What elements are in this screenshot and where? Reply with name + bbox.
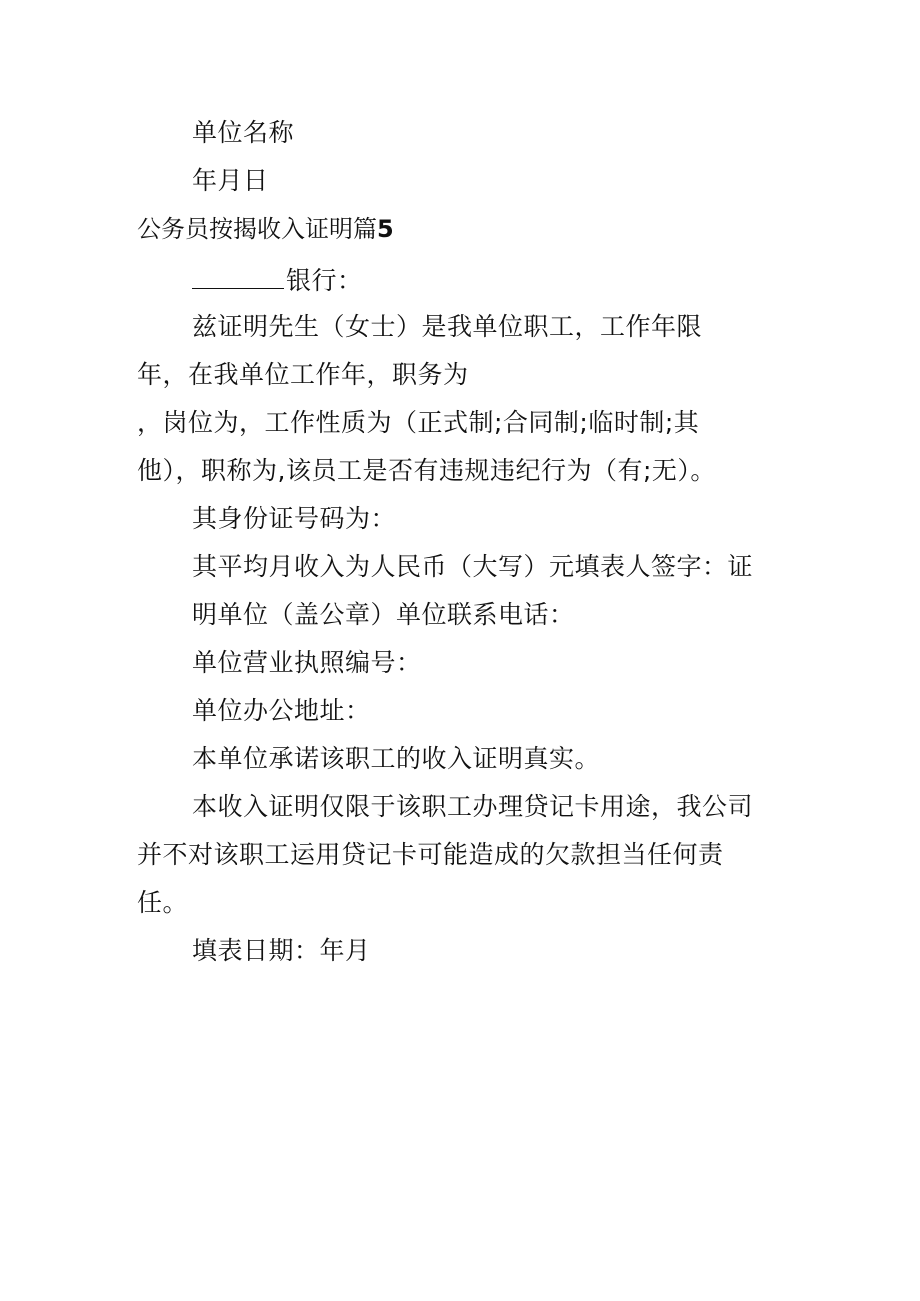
unit-name-line: 单位名称 [192,118,295,147]
salutation-line [192,263,363,297]
address-line: 单位办公地址： [192,696,371,725]
bank-name-blank [192,263,284,289]
income-line2: 明单位（盖公章）单位联系电话： [192,600,575,629]
promise-line: 本单位承诺该职工的收入证明真实。 [192,744,601,773]
body-para1-line4: 他），职称为,该员工是否有违规违纪行为（有;无）。 [137,456,716,485]
license-line: 单位营业执照编号： [192,648,422,677]
disclaimer-line3: 任。 [137,888,189,917]
heading-text: 公务员按揭收入证明篇 [137,215,377,243]
body-para1-line2: 年，在我单位工作年，职务为 [137,360,469,389]
id-number-line: 其身份证号码为： [192,504,397,533]
disclaimer-line2: 并不对该职工运用贷记卡可能造成的欠款担当任何责 [137,840,724,869]
income-line1: 其平均月收入为人民币（大写）元填表人签字：证 [192,552,754,581]
bank-label: 银行： [286,266,363,295]
heading-number: 5 [377,215,394,243]
section-heading [137,213,394,245]
body-para1-line1: 兹证明先生（女士）是我单位职工，工作年限 [192,312,703,341]
disclaimer-line1: 本收入证明仅限于该职工办理贷记卡用途，我公司 [192,792,754,821]
body-para1-line3: ，岗位为，工作性质为（正式制;合同制;临时制;其 [137,408,700,437]
date-line: 年月日 [192,166,269,195]
fill-date-line: 填表日期：年月 [192,936,371,965]
